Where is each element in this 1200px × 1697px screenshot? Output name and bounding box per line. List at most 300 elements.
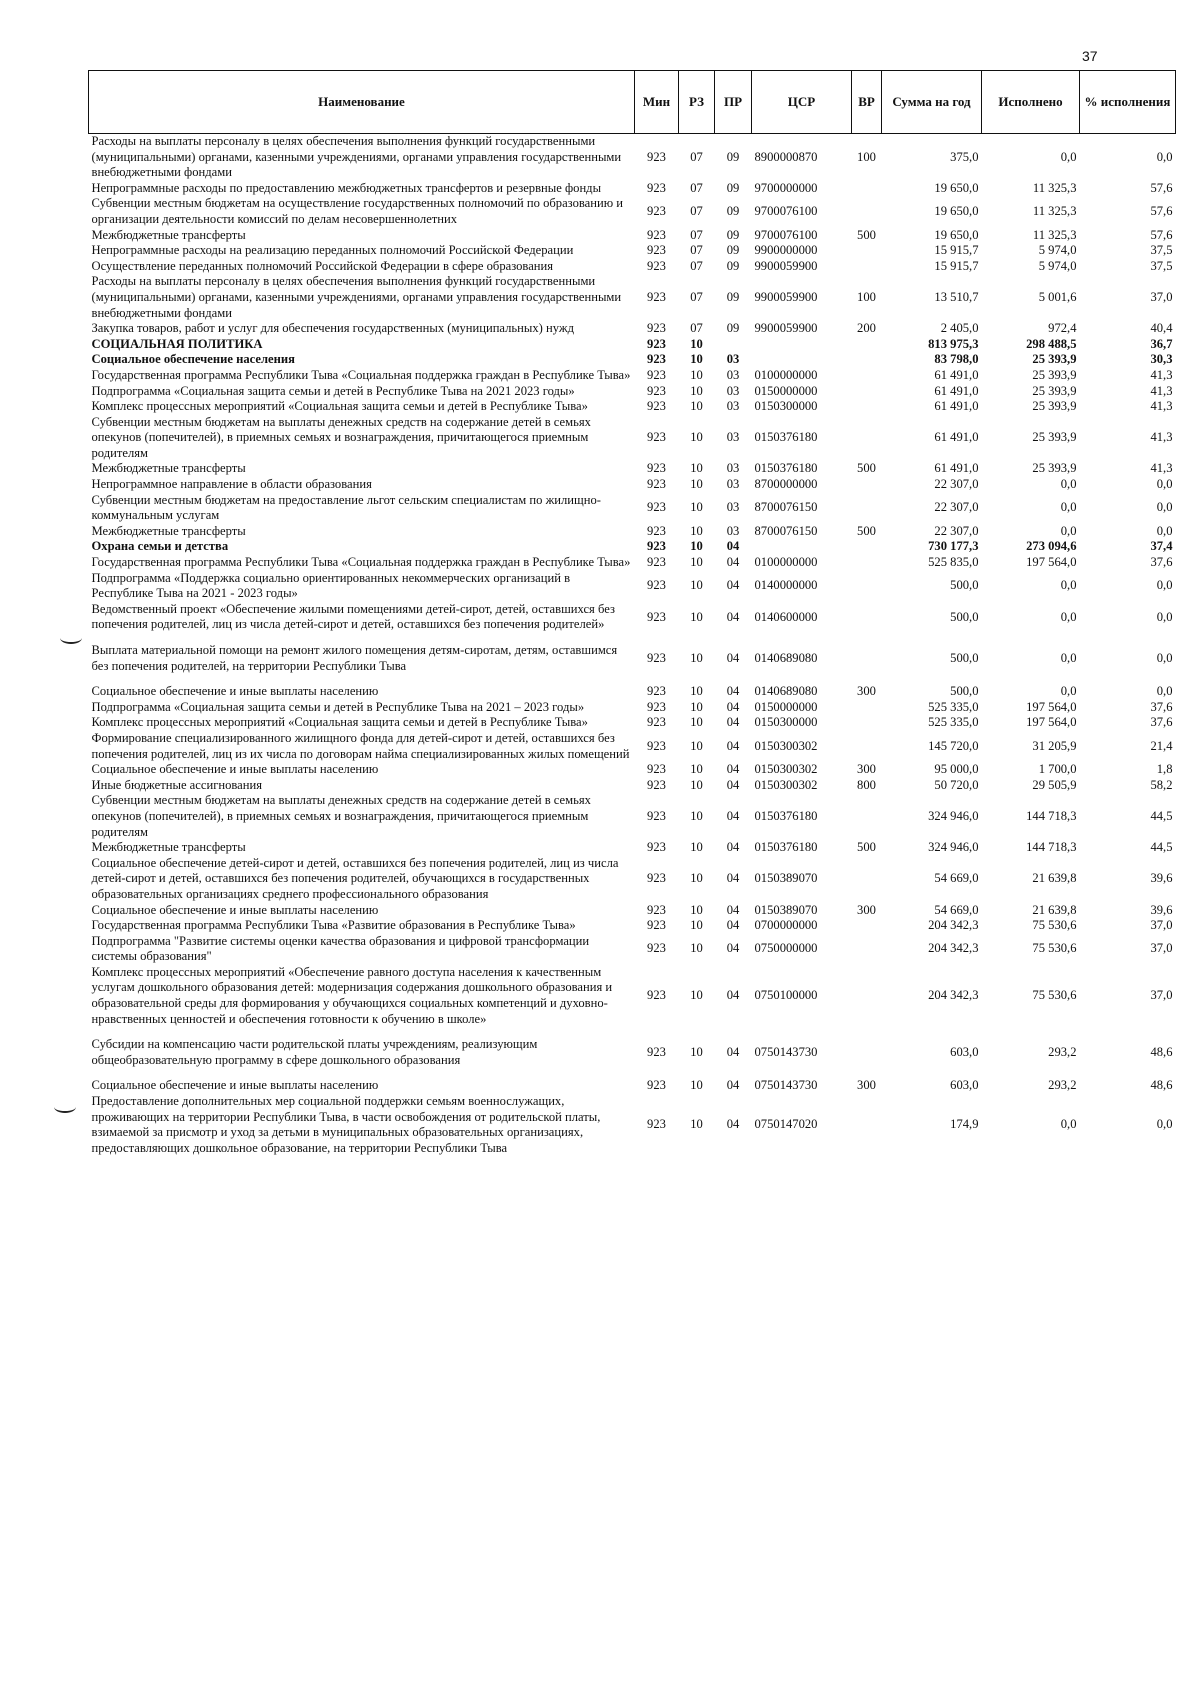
- cell-sum: 730 177,3: [928, 539, 979, 554]
- cell-name: Подпрограмма «Социальная защита семьи и детей в Республике Тыва на 2021 2023 годы»: [91, 383, 575, 398]
- cell-rz: 10: [690, 699, 703, 714]
- cell-sum: 375,0: [950, 149, 979, 164]
- cell-vr: 100: [857, 289, 876, 304]
- cell-min: 923: [647, 352, 666, 367]
- cell-pct: 0,0: [1156, 500, 1173, 515]
- table-header-row: [89, 71, 1176, 134]
- table-row: [89, 134, 1176, 181]
- cell-name: Социальное обеспечение и иные выплаты населению: [91, 902, 379, 917]
- cell-pr: 03: [726, 461, 740, 476]
- cell-min: 923: [647, 1117, 666, 1132]
- cell-csr: 0150300000: [754, 399, 818, 414]
- cell-rz: 10: [690, 840, 703, 855]
- pen-mark: [54, 1101, 76, 1113]
- page-number: 37: [1082, 48, 1098, 64]
- cell-vr: [852, 633, 882, 674]
- cell-pr: 09: [726, 204, 740, 219]
- cell-sum: 22 307,0: [934, 500, 979, 515]
- cell-csr: 8700000000: [754, 477, 818, 492]
- cell-csr: 0750000000: [754, 941, 818, 956]
- cell-done: 25 393,9: [1032, 383, 1077, 398]
- cell-pct: 37,0: [1150, 289, 1173, 304]
- cell-csr: 0150300302: [754, 738, 818, 753]
- cell-rz: 10: [690, 383, 703, 398]
- cell-rz: 07: [690, 180, 703, 195]
- cell-pct: 41,3: [1150, 367, 1173, 382]
- cell-pr: 09: [726, 227, 740, 242]
- cell-csr: 0150300302: [754, 777, 818, 792]
- cell-rz: 10: [690, 715, 703, 730]
- cell-pr: 04: [726, 684, 740, 699]
- table-row: [89, 918, 1176, 934]
- table-row: [89, 337, 1176, 353]
- cell-csr: 0150389070: [754, 902, 818, 917]
- cell-csr: 8900000870: [754, 149, 818, 164]
- cell-pr: 09: [726, 321, 740, 336]
- table-row: [89, 1094, 1176, 1156]
- cell-sum: 500,0: [950, 578, 979, 593]
- table-row: [89, 602, 1176, 633]
- cell-pct: 37,5: [1150, 258, 1173, 273]
- cell-sum: 61 491,0: [934, 461, 979, 476]
- table-row: [89, 674, 1176, 700]
- cell-min: 923: [647, 715, 666, 730]
- cell-pr: 04: [726, 808, 740, 823]
- cell-min: 923: [647, 367, 666, 382]
- cell-pct: 1,8: [1156, 762, 1173, 777]
- cell-name: Межбюджетные трансферты: [91, 840, 246, 855]
- cell-done: 1 700,0: [1038, 762, 1077, 777]
- cell-name: Субсидии на компенсацию части родительской платы учреждениям, реализующим общеобразовательную программу в сфере дошкольного образования: [91, 1037, 538, 1067]
- cell-done: 21 639,8: [1032, 871, 1077, 886]
- cell-vr: [852, 918, 882, 934]
- cell-csr: 0700000000: [754, 918, 818, 933]
- cell-vr: 500: [857, 523, 876, 538]
- budget-table: [88, 70, 1176, 1156]
- table-row: [89, 399, 1176, 415]
- table-body: [89, 134, 1176, 1157]
- table-row: [89, 384, 1176, 400]
- cell-rz: 10: [690, 808, 703, 823]
- cell-sum: 2 405,0: [940, 321, 979, 336]
- cell-sum: 324 946,0: [928, 808, 979, 823]
- cell-min: 923: [647, 871, 666, 886]
- cell-min: 923: [647, 430, 666, 445]
- cell-name: Непрограммные расходы по предоставлению межбюджетных трансфертов и резервные фонды: [91, 180, 602, 195]
- cell-name: Межбюджетные трансферты: [91, 227, 246, 242]
- cell-pr: 09: [726, 243, 740, 258]
- table-row: [89, 461, 1176, 477]
- cell-done: 25 393,9: [1032, 399, 1077, 414]
- table-row: [89, 571, 1176, 602]
- cell-done: 11 325,3: [1032, 227, 1077, 242]
- cell-min: 923: [647, 1078, 666, 1093]
- cell-pct: 0,0: [1156, 684, 1173, 699]
- cell-rz: 07: [690, 204, 703, 219]
- cell-min: 923: [647, 555, 666, 570]
- cell-csr: [752, 352, 852, 368]
- cell-name: Подпрограмма "Развитие системы оценки качества образования и цифровой трансформации системы образования": [91, 933, 590, 964]
- cell-sum: 324 946,0: [928, 840, 979, 855]
- cell-min: 923: [647, 227, 666, 242]
- cell-name: Ведомственный проект «Обеспечение жилыми помещениями детей-сирот, детей, оставшихся без попечения родителей, лиц из числа детей-сирот и детей, оставшихся без попечения родителей»: [91, 601, 615, 632]
- cell-csr: 8700076150: [754, 523, 818, 538]
- cell-done: 0,0: [1060, 1117, 1077, 1132]
- cell-pct: 36,7: [1150, 336, 1173, 351]
- cell-vr: [852, 555, 882, 571]
- table-row: [89, 903, 1176, 919]
- cell-done: 5 974,0: [1038, 243, 1077, 258]
- cell-pct: 44,5: [1150, 808, 1173, 823]
- cell-pr: 09: [726, 149, 740, 164]
- cell-done: 5 001,6: [1038, 289, 1077, 304]
- cell-done: 293,2: [1048, 1045, 1077, 1060]
- cell-done: 29 505,9: [1032, 777, 1077, 792]
- cell-done: 25 393,9: [1032, 430, 1077, 445]
- cell-pr: 03: [726, 399, 740, 414]
- cell-vr: [852, 856, 882, 903]
- cell-sum: 19 650,0: [934, 227, 979, 242]
- cell-name: Подпрограмма «Поддержка социально ориентированных некоммерческих организаций в Республике Тыва на 2021 - 2023 годы»: [91, 570, 571, 601]
- cell-name: Осуществление переданных полномочий Российской Федерации в сфере образования: [91, 258, 554, 273]
- cell-rz: 10: [690, 941, 703, 956]
- cell-sum: 83 798,0: [934, 352, 979, 367]
- header-done: Исполнено: [982, 71, 1080, 134]
- cell-done: 25 393,9: [1032, 461, 1077, 476]
- cell-rz: 10: [690, 609, 703, 624]
- cell-vr: [852, 477, 882, 493]
- cell-csr: 9900059900: [754, 321, 818, 336]
- cell-vr: [852, 602, 882, 633]
- cell-min: 923: [647, 149, 666, 164]
- cell-pr: 04: [726, 650, 740, 665]
- cell-min: 923: [647, 461, 666, 476]
- cell-min: 923: [647, 578, 666, 593]
- cell-sum: 22 307,0: [934, 523, 979, 538]
- cell-pr: 09: [726, 289, 740, 304]
- cell-min: 923: [647, 988, 666, 1003]
- cell-name: Формирование специализированного жилищного фонда для детей-сирот и детей, оставшихся без попечения родителей, лиц из их числа по договорам найма специализированных жилых помещений: [91, 730, 630, 761]
- cell-done: 0,0: [1060, 609, 1077, 624]
- cell-sum: 204 342,3: [928, 988, 979, 1003]
- cell-pr: 04: [726, 578, 740, 593]
- cell-done: 0,0: [1060, 650, 1077, 665]
- cell-min: 923: [647, 204, 666, 219]
- cell-rz: 10: [690, 477, 703, 492]
- cell-min: 923: [647, 699, 666, 714]
- cell-sum: 603,0: [950, 1045, 979, 1060]
- table-row: [89, 793, 1176, 840]
- cell-pct: 37,0: [1150, 941, 1173, 956]
- table-row: [89, 228, 1176, 244]
- cell-vr: [852, 196, 882, 227]
- cell-csr: 0750100000: [754, 988, 818, 1003]
- cell-pr: 03: [726, 383, 740, 398]
- cell-sum: 813 975,3: [928, 336, 979, 351]
- cell-name: Комплекс процессных мероприятий «Обеспечение равного доступа населения к качественным услугам дошкольного образования детей: модернизация содержания дошкольного образования и образовательной среды для формирования у обучающихся социальных компетенций и духовно-нравственных ценностей и обеспечения готовности к обучению в школе»: [91, 964, 613, 1026]
- table-row: [89, 1027, 1176, 1068]
- cell-pct: 0,0: [1156, 650, 1173, 665]
- cell-csr: 0140000000: [754, 578, 818, 593]
- cell-done: 972,4: [1048, 321, 1077, 336]
- cell-csr: 9900000000: [754, 243, 818, 258]
- cell-csr: 0150376180: [754, 430, 818, 445]
- table-row: [89, 274, 1176, 321]
- table-row: [89, 243, 1176, 259]
- cell-sum: 61 491,0: [934, 430, 979, 445]
- header-vr: ВР: [852, 71, 882, 134]
- cell-csr: 0100000000: [754, 367, 818, 382]
- cell-csr: 0750143730: [754, 1078, 818, 1093]
- table-row: [89, 965, 1176, 1027]
- cell-sum: 525 335,0: [928, 715, 979, 730]
- cell-vr: 500: [857, 227, 876, 242]
- table-row: [89, 415, 1176, 462]
- cell-rz: 07: [690, 243, 703, 258]
- cell-pct: 0,0: [1156, 477, 1173, 492]
- cell-pr: 04: [726, 715, 740, 730]
- cell-done: 298 488,5: [1026, 336, 1077, 351]
- cell-vr: 300: [857, 902, 876, 917]
- cell-vr: [852, 259, 882, 275]
- cell-sum: 61 491,0: [934, 383, 979, 398]
- cell-name: Социальное обеспечение и иные выплаты населению: [91, 1078, 379, 1093]
- cell-name: Закупка товаров, работ и услуг для обеспечения государственных (муниципальных) нужд: [91, 321, 574, 336]
- table-row: [89, 477, 1176, 493]
- cell-done: 25 393,9: [1032, 352, 1077, 367]
- cell-pct: 37,6: [1150, 699, 1173, 714]
- cell-rz: 10: [690, 918, 703, 933]
- cell-min: 923: [647, 941, 666, 956]
- cell-rz: 07: [690, 258, 703, 273]
- cell-rz: 10: [690, 738, 703, 753]
- cell-min: 923: [647, 762, 666, 777]
- cell-vr: [852, 415, 882, 462]
- cell-pr: 03: [726, 523, 740, 538]
- cell-name: Непрограммное направление в области образования: [91, 477, 372, 492]
- cell-pct: 39,6: [1150, 871, 1173, 886]
- cell-sum: 19 650,0: [934, 204, 979, 219]
- cell-pr: [715, 337, 752, 353]
- cell-min: 923: [647, 609, 666, 624]
- cell-name: Комплекс процессных мероприятий «Социальная защита семьи и детей в Республике Тыва»: [91, 715, 588, 730]
- cell-vr: [852, 384, 882, 400]
- table-row: [89, 259, 1176, 275]
- cell-done: 31 205,9: [1032, 738, 1077, 753]
- cell-min: 923: [647, 243, 666, 258]
- cell-name: Социальное обеспечение детей-сирот и детей, оставшихся без попечения родителей, лиц из числа детей-сирот и детей, оставшихся без попечения родителей, обучающихся в государственных образовательных организациях среднего профессионального образования: [91, 855, 619, 901]
- cell-pct: 41,3: [1150, 461, 1173, 476]
- cell-min: 923: [647, 383, 666, 398]
- cell-done: 0,0: [1060, 477, 1077, 492]
- cell-pct: 37,6: [1150, 555, 1173, 570]
- cell-min: 923: [647, 840, 666, 855]
- cell-name: Государственная программа Республики Тыва «Социальная поддержка граждан в Республике Тыва»: [91, 367, 631, 382]
- cell-vr: [852, 493, 882, 524]
- cell-vr: [852, 965, 882, 1027]
- cell-vr: [852, 243, 882, 259]
- cell-min: 923: [647, 684, 666, 699]
- cell-csr: 0750147020: [754, 1117, 818, 1132]
- cell-pr: 04: [726, 1117, 740, 1132]
- cell-csr: 0140600000: [754, 609, 818, 624]
- cell-pct: 37,5: [1150, 243, 1173, 258]
- cell-name: Субвенции местным бюджетам на осуществление государственных полномочий по образованию и организации деятельности комиссий по делам несовершеннолетних: [91, 196, 624, 226]
- cell-sum: 204 342,3: [928, 918, 979, 933]
- cell-sum: 15 915,7: [934, 258, 979, 273]
- cell-name: Охрана семьи и детства: [91, 539, 229, 554]
- cell-done: 197 564,0: [1026, 699, 1077, 714]
- cell-rz: 07: [690, 227, 703, 242]
- cell-min: 923: [647, 539, 666, 554]
- cell-vr: [852, 731, 882, 762]
- cell-min: 923: [647, 500, 666, 515]
- cell-pct: 30,3: [1150, 352, 1173, 367]
- header-pct: % исполнения: [1080, 71, 1176, 134]
- cell-sum: 174,9: [950, 1117, 979, 1132]
- cell-sum: 204 342,3: [928, 941, 979, 956]
- cell-sum: 500,0: [950, 650, 979, 665]
- cell-csr: 0150000000: [754, 699, 818, 714]
- cell-pct: 39,6: [1150, 902, 1173, 917]
- cell-pr: 09: [726, 258, 740, 273]
- cell-sum: 13 510,7: [934, 289, 979, 304]
- header-pr: ПР: [715, 71, 752, 134]
- cell-vr: [852, 715, 882, 731]
- table-row: [89, 368, 1176, 384]
- cell-rz: 10: [690, 871, 703, 886]
- header-sum: Сумма на год: [882, 71, 982, 134]
- cell-rz: 10: [690, 539, 703, 554]
- cell-sum: 500,0: [950, 684, 979, 699]
- table-row: [89, 181, 1176, 197]
- table-row: [89, 778, 1176, 794]
- cell-name: Непрограммные расходы на реализацию переданных полномочий Российской Федерации: [91, 243, 574, 258]
- cell-csr: 0150376180: [754, 808, 818, 823]
- cell-pr: 04: [726, 738, 740, 753]
- cell-vr: [852, 934, 882, 965]
- cell-name: Государственная программа Республики Тыва «Развитие образования в Республике Тыва»: [91, 918, 576, 933]
- cell-name: Субвенции местным бюджетам на выплаты денежных средств на содержание детей в семьях опекунов (попечителей), в приемных семьях и вознаграждения, причитающегося приемным родителям: [91, 414, 591, 460]
- cell-csr: 9700000000: [754, 180, 818, 195]
- table-row: [89, 539, 1176, 555]
- cell-done: 75 530,6: [1032, 918, 1077, 933]
- table-row: [89, 196, 1176, 227]
- cell-pr: 03: [726, 430, 740, 445]
- cell-min: 923: [647, 777, 666, 792]
- cell-csr: 0150300000: [754, 715, 818, 730]
- cell-csr: 0150376180: [754, 840, 818, 855]
- cell-name: Социальное обеспечение населения: [91, 352, 295, 367]
- cell-name: СОЦИАЛЬНАЯ ПОЛИТИКА: [91, 336, 263, 351]
- cell-pct: 41,3: [1150, 399, 1173, 414]
- cell-pct: 48,6: [1150, 1078, 1173, 1093]
- cell-sum: 15 915,7: [934, 243, 979, 258]
- cell-pct: 57,6: [1150, 180, 1173, 195]
- cell-name: Иные бюджетные ассигнования: [91, 777, 263, 792]
- cell-pr: 04: [726, 699, 740, 714]
- cell-csr: 0150376180: [754, 461, 818, 476]
- cell-vr: 200: [857, 321, 876, 336]
- cell-pr: 04: [726, 777, 740, 792]
- cell-pr: 04: [726, 1045, 740, 1060]
- cell-pr: 04: [726, 902, 740, 917]
- header-name: Наименование: [89, 71, 635, 134]
- table-row: [89, 321, 1176, 337]
- cell-csr: 0150000000: [754, 383, 818, 398]
- cell-min: 923: [647, 808, 666, 823]
- cell-vr: 500: [857, 840, 876, 855]
- cell-pr: 04: [726, 762, 740, 777]
- cell-pct: 0,0: [1156, 149, 1173, 164]
- table-row: [89, 731, 1176, 762]
- cell-done: 0,0: [1060, 578, 1077, 593]
- table-row: [89, 1068, 1176, 1094]
- cell-rz: 10: [690, 902, 703, 917]
- cell-pct: 44,5: [1150, 840, 1173, 855]
- cell-vr: [852, 571, 882, 602]
- cell-rz: 07: [690, 149, 703, 164]
- cell-vr: [852, 539, 882, 555]
- cell-rz: 10: [690, 1045, 703, 1060]
- cell-done: 11 325,3: [1032, 180, 1077, 195]
- cell-done: 273 094,6: [1026, 539, 1077, 554]
- cell-name: Социальное обеспечение и иные выплаты населению: [91, 684, 379, 699]
- cell-pct: 37,4: [1150, 539, 1173, 554]
- cell-rz: 10: [690, 336, 703, 351]
- cell-pr: 04: [726, 555, 740, 570]
- cell-rz: 07: [690, 289, 703, 304]
- cell-done: 197 564,0: [1026, 555, 1077, 570]
- cell-name: Социальное обеспечение и иные выплаты населению: [91, 762, 379, 777]
- cell-rz: 10: [690, 1078, 703, 1093]
- cell-csr: [752, 337, 852, 353]
- cell-sum: 22 307,0: [934, 477, 979, 492]
- cell-rz: 10: [690, 684, 703, 699]
- cell-sum: 603,0: [950, 1078, 979, 1093]
- cell-min: 923: [647, 738, 666, 753]
- cell-vr: 100: [857, 149, 876, 164]
- cell-min: 923: [647, 336, 666, 351]
- cell-sum: 61 491,0: [934, 367, 979, 382]
- cell-done: 144 718,3: [1026, 808, 1077, 823]
- cell-pr: 03: [726, 500, 740, 515]
- cell-done: 197 564,0: [1026, 715, 1077, 730]
- cell-rz: 10: [690, 650, 703, 665]
- cell-pr: 09: [726, 180, 740, 195]
- cell-pct: 0,0: [1156, 578, 1173, 593]
- table-row: [89, 934, 1176, 965]
- cell-csr: 0140689080: [754, 684, 818, 699]
- cell-name: Выплата материальной помощи на ремонт жилого помещения детям-сиротам, детям, оставшимся без попечения родителей, на территории Республики Тыва: [91, 643, 618, 673]
- cell-csr: 8700076150: [754, 500, 818, 515]
- cell-rz: 10: [690, 399, 703, 414]
- cell-vr: 300: [857, 1078, 876, 1093]
- cell-pct: 41,3: [1150, 383, 1173, 398]
- cell-vr: 300: [857, 684, 876, 699]
- cell-min: 923: [647, 321, 666, 336]
- cell-pct: 57,6: [1150, 204, 1173, 219]
- cell-rz: 10: [690, 352, 703, 367]
- cell-pr: 04: [726, 871, 740, 886]
- cell-pr: 04: [726, 539, 740, 554]
- cell-done: 75 530,6: [1032, 988, 1077, 1003]
- cell-csr: 9900059900: [754, 289, 818, 304]
- cell-name: Подпрограмма «Социальная защита семьи и детей в Республике Тыва на 2021 – 2023 годы»: [91, 699, 585, 714]
- cell-min: 923: [647, 650, 666, 665]
- cell-rz: 10: [690, 762, 703, 777]
- header-rz: РЗ: [679, 71, 715, 134]
